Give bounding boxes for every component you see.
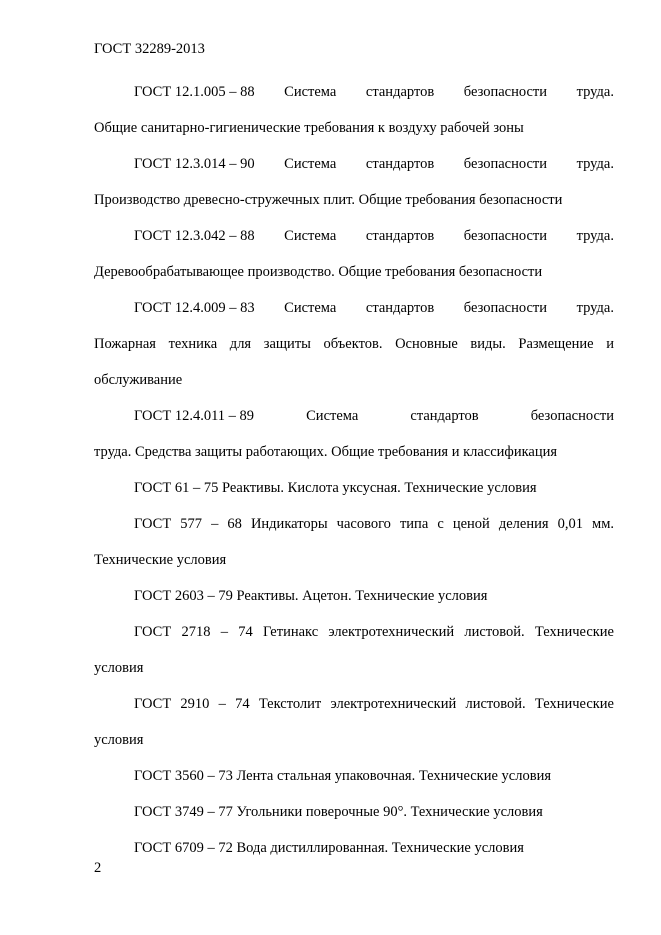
list-item: ГОСТ 12.3.042 – 88 Система стандартов безопасности труда.	[134, 228, 614, 244]
list-item: ГОСТ 6709 – 72 Вода дистиллированная. Технические условия	[134, 840, 524, 856]
list-item: ГОСТ 12.4.009 – 83 Система стандартов безопасности труда.	[134, 300, 614, 316]
list-item-continuation: Производство древесно-стружечных плит. Общие требования безопасности	[94, 192, 563, 208]
list-item: ГОСТ 12.3.014 – 90 Система стандартов безопасности труда.	[134, 156, 614, 172]
list-item: ГОСТ 12.4.011 – 89 Система стандартов безопасности	[134, 408, 614, 424]
list-item-continuation: обслуживание	[94, 372, 183, 388]
list-item: ГОСТ 2718 – 74 Гетинакс электротехнический листовой. Технические	[134, 624, 614, 640]
list-item: ГОСТ 2603 – 79 Реактивы. Ацетон. Технические условия	[134, 588, 488, 604]
list-item-continuation: Деревообрабатывающее производство. Общие требования безопасности	[94, 264, 543, 280]
list-item: ГОСТ 2910 – 74 Текстолит электротехнический листовой. Технические	[134, 696, 614, 712]
list-item-continuation: Общие санитарно-гигиенические требования к воздуху рабочей зоны	[94, 120, 524, 136]
list-item-continuation: условия	[94, 732, 144, 748]
list-item: ГОСТ 577 – 68 Индикаторы часового типа с ценой деления 0,01 мм.	[134, 516, 614, 532]
list-item: ГОСТ 3560 – 73 Лента стальная упаковочная. Технические условия	[134, 768, 551, 784]
list-item-continuation: условия	[94, 660, 144, 676]
list-item-continuation: Технические условия	[94, 552, 227, 568]
list-item-continuation: Пожарная техника для защиты объектов. Основные виды. Размещение и	[94, 336, 614, 352]
list-item: ГОСТ 3749 – 77 Угольники поверочные 90°. Технические условия	[134, 804, 543, 820]
list-item: ГОСТ 61 – 75 Реактивы. Кислота уксусная. Технические условия	[134, 480, 537, 496]
page-number: 2	[94, 860, 102, 876]
document-header: ГОСТ 32289-2013	[94, 41, 205, 57]
standards-list	[94, 74, 614, 866]
list-item: ГОСТ 12.1.005 – 88 Система стандартов безопасности труда.	[134, 84, 614, 100]
list-item-continuation: труда. Средства защиты работающих. Общие требования и классификация	[94, 444, 558, 460]
